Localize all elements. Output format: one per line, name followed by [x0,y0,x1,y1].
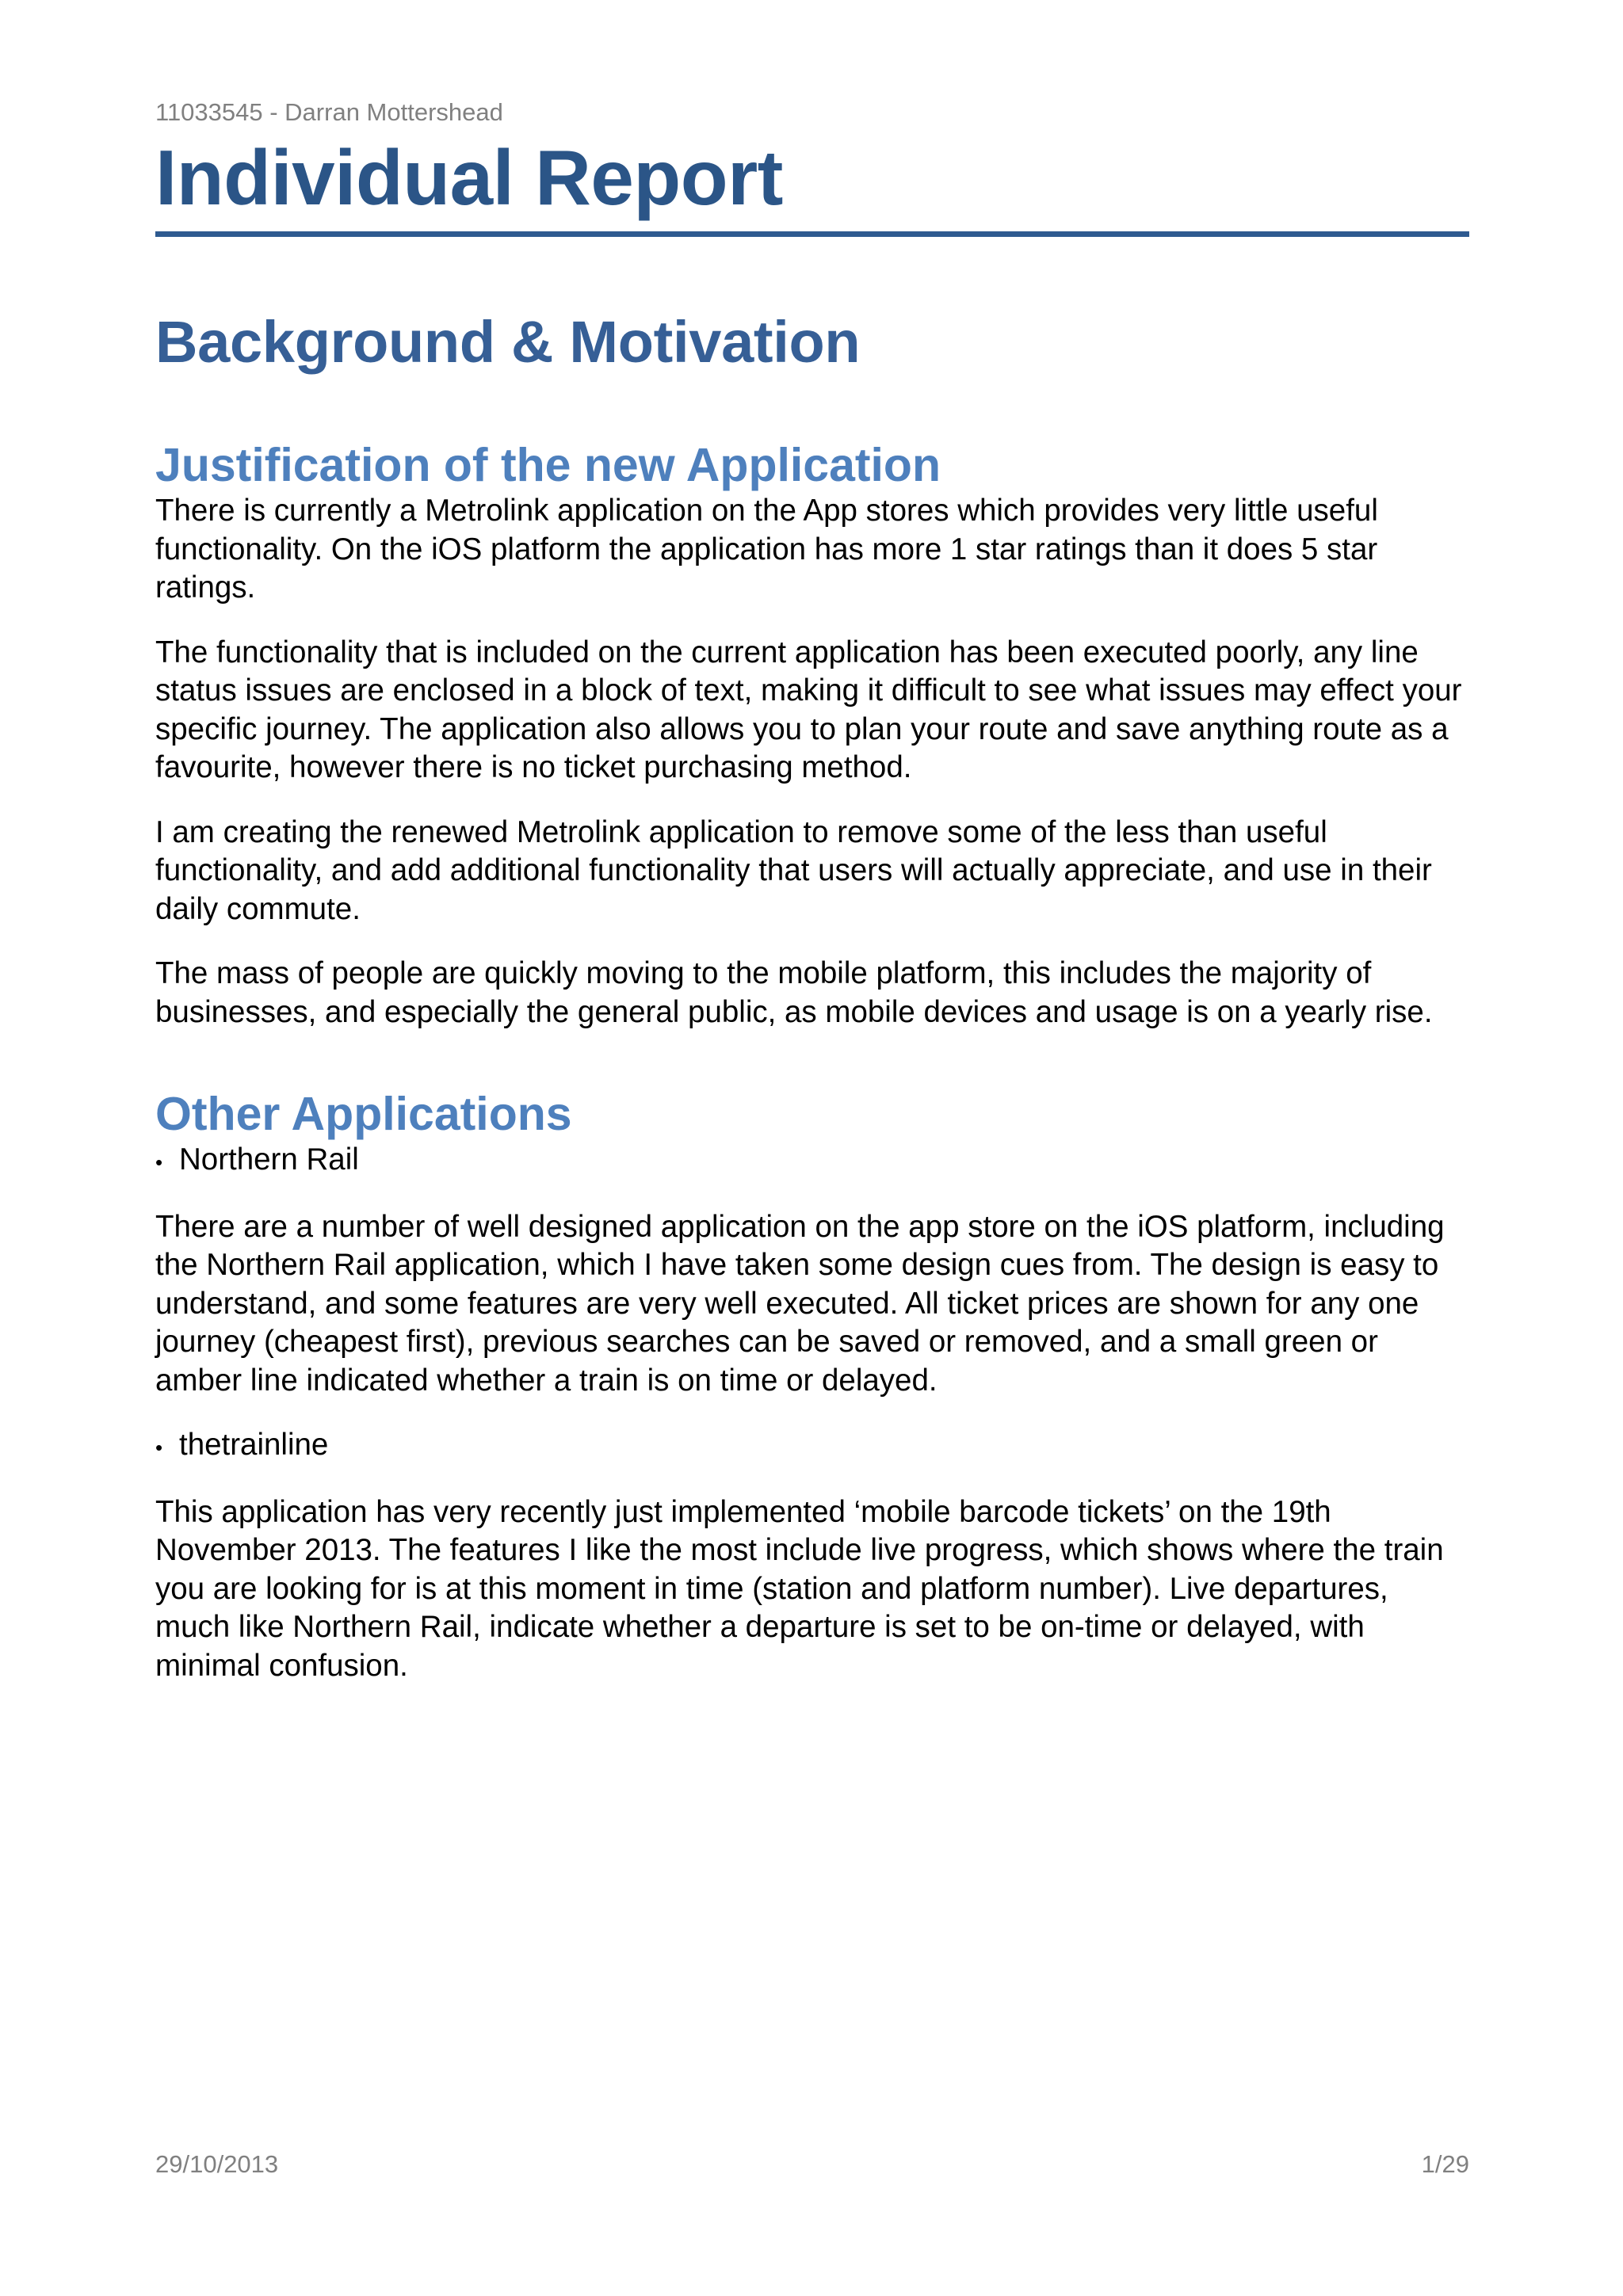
paragraph: The functionality that is included on the current application has been executed poorly, any line status issues are enclosed in a block of text, making it difficult to see what issues may effect your specific journey. The application also allows you to plan your route and save anything route as a favourite, however there is no ticket purchasing method. [155,635,1462,784]
paragraph: This application has very recently just implemented ‘mobile barcode tickets’ on the 19th November 2013. The features I like the most include live progress, which shows where the train you are looking for is at this moment in time (station and platform number). Live departures, much like Northern Rail, indicate whether a departure is set to be on-time or delayed, with minimal confusion. [155,1494,1444,1683]
page-footer [155,2147,1469,2182]
document-title: Individual Report [155,134,783,221]
document-page [155,95,1469,1711]
subsection-heading-justification: Justification of the new Application [155,439,941,491]
footer-date: 29/10/2013 [155,2150,279,2178]
title-divider [155,231,1469,237]
bullet-icon: • [155,1436,163,1459]
paragraph: There are a number of well designed application on the app store on the iOS platform, including the Northern Rail application, which I have taken some design cues from. The design is easy to understand, and some features are very well executed. All ticket prices are shown for any one journey (cheapest first), previous searches can be saved or removed, and a small green or amber line indicated whether a train is on time or delayed. [155,1209,1445,1398]
bullet-icon: • [155,1150,163,1174]
paragraph: The mass of people are quickly moving to the mobile platform, this includes the majority of businesses, and especially the general public, as mobile devices and usage is on a yearly rise. [155,956,1433,1029]
bullet-item [155,1426,1469,1467]
page-number: 1/29 [1421,2150,1469,2178]
section-heading: Background & Motivation [155,309,861,375]
bullet-item [155,1141,1469,1182]
bullet-label: thetrainline [179,1428,329,1462]
paragraph: I am creating the renewed Metrolink application to remove some of the less than useful functionality, and add additional functionality that users will actually appreciate, and use in their daily commute. [155,814,1432,926]
author-line: 11033545 - Darran Mottershead [155,98,503,126]
paragraph: There is currently a Metrolink application on the App stores which provides very little useful functionality. On the iOS platform the application has more 1 star ratings than it does 5 star ratings. [155,494,1378,605]
subsection-heading-other-applications: Other Applications [155,1088,572,1140]
bullet-label: Northern Rail [179,1142,359,1177]
